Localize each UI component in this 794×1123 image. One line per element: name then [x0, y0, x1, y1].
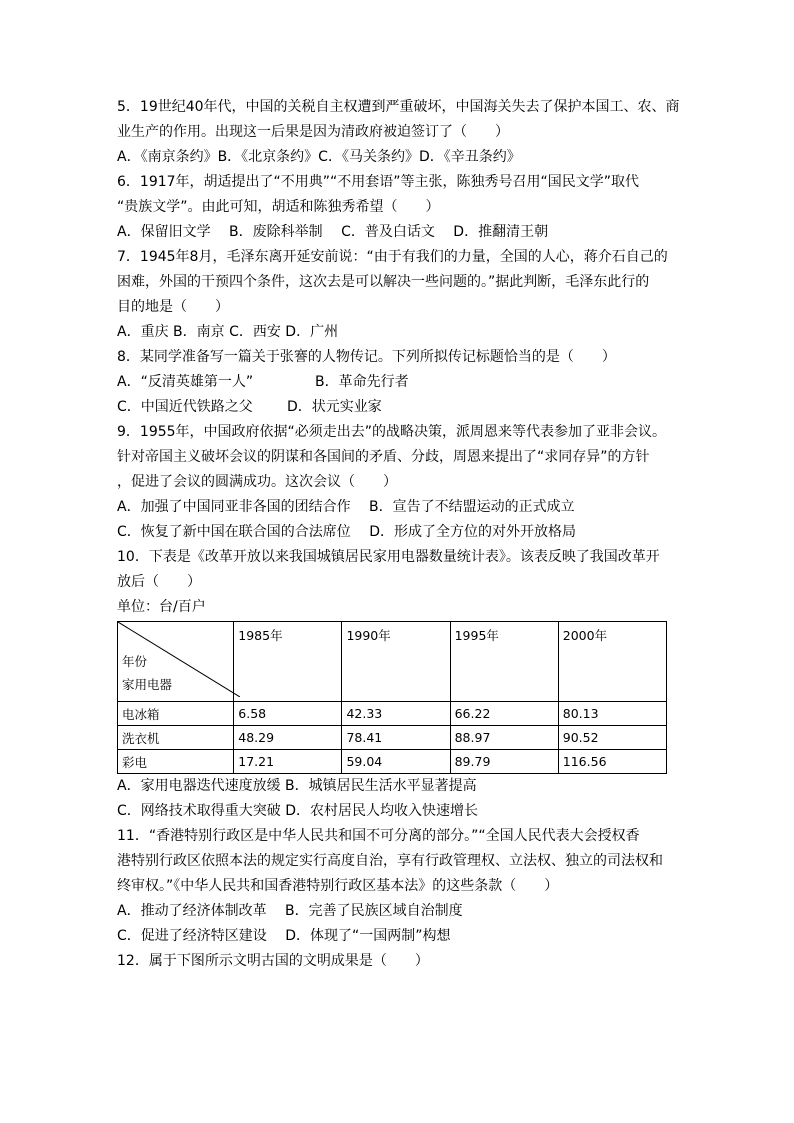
q6-options: A．保留旧文学 B．废除科举制 C．普及白话文 D．推翻清王朝 [117, 224, 549, 240]
table-cell: 88.97 [450, 726, 558, 750]
q9-line-3: ，促进了会议的圆满成功。这次会议（ ） [117, 474, 397, 490]
table-cell: 48.29 [234, 726, 342, 750]
table-row [118, 726, 667, 750]
q7-line-3: 目的地是（ ） [117, 299, 229, 315]
table-corner-cell [118, 622, 234, 702]
q10-line-1: 10．下表是《改革开放以来我国城镇居民家用电器数量统计表》。该表反映了我国改革开 [117, 549, 660, 565]
q10-options-ab: A．家用电器迭代速度放缓 B．城镇居民生活水平显著提高 [117, 778, 477, 794]
q7-line-1: 7．1945年8月，毛泽东离开延安前说：“由于有我们的力量，全国的人心，蒋介石自己的 [117, 249, 668, 265]
q9-line-2: 针对帝国主义破坏会议的阴谋和各国间的矛盾、分歧，周恩来提出了“求同存异”的方针 [117, 449, 650, 465]
table-cell: 17.21 [234, 750, 342, 774]
q8-line-1: 8．某同学准备写一篇关于张謇的人物传记。下列所拟传记标题恰当的是（ ） [117, 349, 616, 365]
table-row [118, 750, 667, 774]
q8-option-a: A．“反清英雄第一人” [117, 374, 254, 390]
q8-options-ab [117, 370, 677, 395]
table-cell: 116.56 [558, 750, 666, 774]
q5-line-2: 业生产的作用。出现这一后果是因为清政府被迫签订了（ ） [117, 124, 509, 140]
row-label: 电冰箱 [118, 702, 234, 726]
q9-line-1: 9．1955年，中国政府依据“必须走出去”的战略决策，派周恩来等代表参加了亚非会议。 [117, 424, 667, 440]
table-cell: 59.04 [342, 750, 450, 774]
row-label: 彩电 [118, 750, 234, 774]
q9-options-cd: C．恢复了新中国在联合国的合法席位 D．形成了全方位的对外开放格局 [117, 524, 577, 540]
q11-options-cd: C．促进了经济特区建设 D．体现了“一国两制”构想 [117, 928, 451, 944]
appliance-stats-table [117, 621, 667, 774]
table-cell: 42.33 [342, 702, 450, 726]
q7-options: A．重庆 B．南京 C．西安 D．广州 [117, 324, 339, 340]
row-label: 洗衣机 [118, 726, 234, 750]
exam-page [117, 95, 680, 974]
q6-line-2: “贵族文学”。由此可知，胡适和陈独秀希望（ ） [117, 199, 440, 215]
table-cell: 89.79 [450, 750, 558, 774]
year-header: 1985年 [234, 622, 342, 702]
table-cell: 78.41 [342, 726, 450, 750]
table-cell: 66.22 [450, 702, 558, 726]
q11-options-ab: A．推动了经济体制改革 B．完善了民族区域自治制度 [117, 903, 463, 919]
q8-option-d: D．状元实业家 [287, 399, 382, 415]
table-row [118, 702, 667, 726]
q10-unit: 单位：台/百户 [117, 599, 206, 615]
year-header: 1995年 [450, 622, 558, 702]
table-cell: 80.13 [558, 702, 666, 726]
table-header-row [118, 622, 667, 702]
q11-line-1: 11．“香港特别行政区是中华人民共和国不可分离的部分。”“全国人民代表大会授权香 [117, 828, 640, 844]
table-cell: 6.58 [234, 702, 342, 726]
q11-line-2: 港特别行政区依照本法的规定实行高度自治，享有行政管理权、立法权、独立的司法权和 [117, 853, 663, 869]
q8-option-b: B．革命先行者 [315, 374, 409, 390]
year-header: 2000年 [558, 622, 666, 702]
corner-label-appliance: 家用电器 [122, 677, 173, 692]
q6-line-1: 6．1917年，胡适提出了“不用典”“不用套语”等主张，陈独秀号召用“国民文学”取代 [117, 174, 640, 190]
q5-line-1: 5．19世纪40年代，中国的关税自主权遭到严重破坏，中国海关失去了保护本国工、农、商 [117, 99, 680, 115]
table-cell: 90.52 [558, 726, 666, 750]
q8-options-cd [117, 395, 677, 420]
q10-options-cd: C．网络技术取得重大突破 D．农村居民人均收入快速增长 [117, 803, 479, 819]
year-header: 1990年 [342, 622, 450, 702]
q9-options-ab: A．加强了中国同亚非各国的团结合作 B．宣告了不结盟运动的正式成立 [117, 499, 575, 515]
q7-line-2: 困难，外国的干预四个条件，这次去是可以解决一些问题的。”据此判断，毛泽东此行的 [117, 274, 650, 290]
q8-option-c: C．中国近代铁路之父 [117, 399, 253, 415]
q10-line-2: 放后（ ） [117, 574, 201, 590]
q12-line-1: 12．属于下图所示文明古国的文明成果是（ ） [117, 953, 429, 969]
q11-line-3: 终审权。”《中华人民共和国香港特别行政区基本法》的这些条款（ ） [117, 878, 559, 894]
corner-label-year: 年份 [122, 654, 148, 669]
q5-options: A．《南京条约》B．《北京条约》C．《马关条约》D．《辛丑条约》 [117, 149, 521, 165]
